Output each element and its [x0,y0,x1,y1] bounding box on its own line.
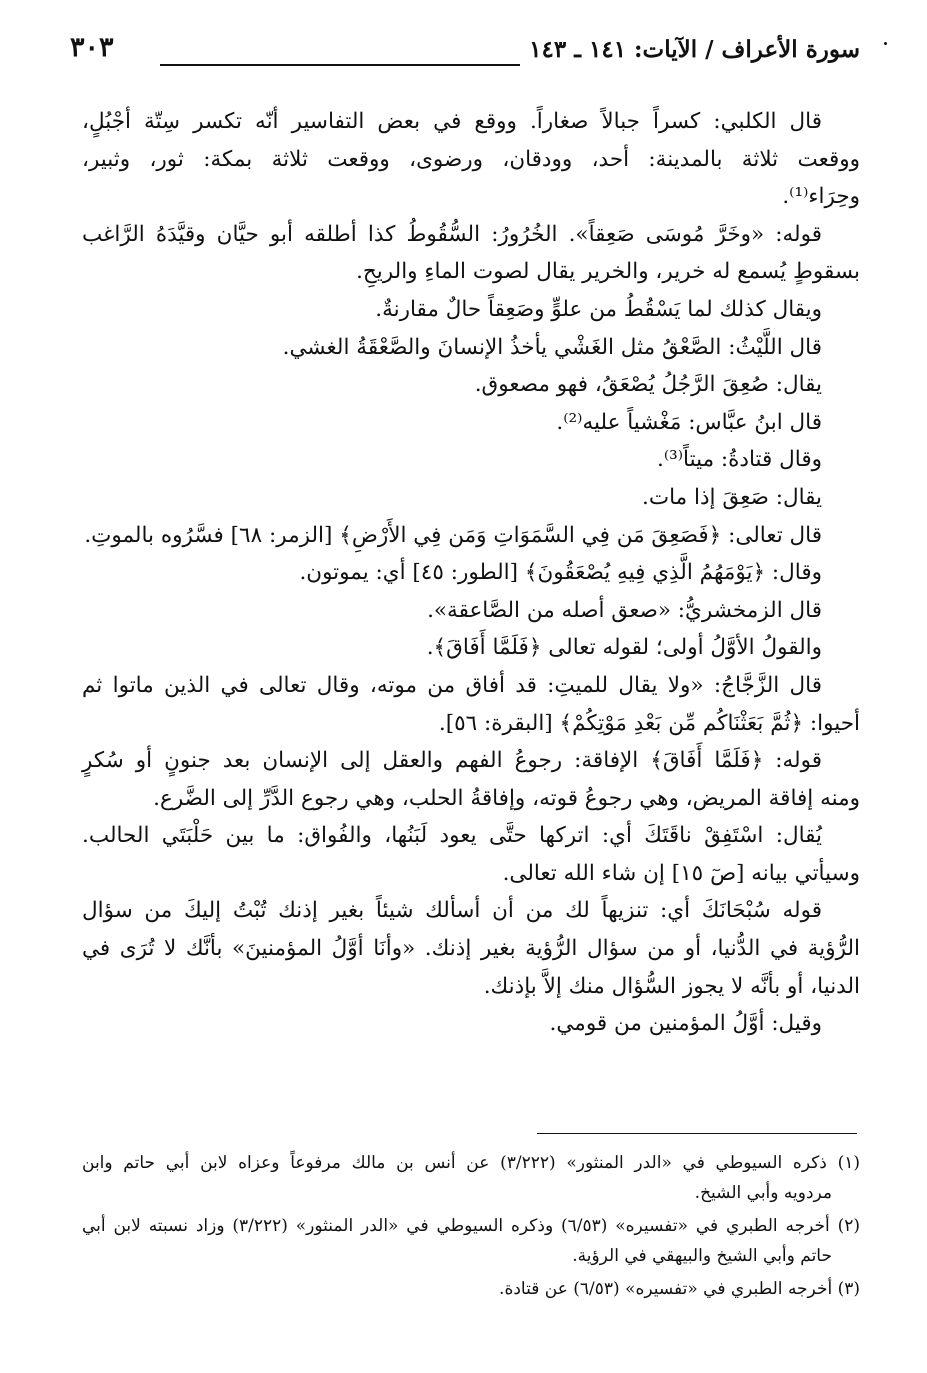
text-line: وقال: ﴿يَوْمَهُمُ الَّذِي فِيهِ يُصْعَقُونَ﴾ [الطور: ٤٥] أي: يموتون. [299,560,822,586]
text-line: يقال: صَعِقَ إذا مات. [642,484,822,510]
text-line: قوله سُبْحَانَكَ أي: تنزيهاً لك من أن أسألك شيئاً بغير إذنك تُبْتُ إليكَ من سؤال [82,898,822,924]
paragraph [82,629,860,667]
paragraph [82,291,860,329]
text-line: قال الزَّجَّاجُ: «ولا يقال للميتِ: قد أفاق من موته، وقال تعالى في الذين ماتوا ثم [82,672,822,698]
paragraph [82,892,860,1005]
text-line: قوله: «وخَرَّ مُوسَى صَعِقاً». الخُرُورُ: السُّقُوطُ كذا أطلقه أبو حيَّان وقيَّدَهُ الرَّاغب [82,221,822,247]
paragraph [82,103,860,216]
text-line: والقولُ الأوَّلُ أولى؛ لقوله تعالى ﴿فَلَمَّا أَفَاقَ﴾. [426,635,822,661]
paragraph [82,366,860,404]
footnote [82,1148,860,1208]
footnote-line: (٣) أخرجه الطبري في «تفسيره» (٦/٥٣) عن قتادة. [499,1279,860,1299]
footnote-line: (٢) أخرجه الطبري في «تفسيره» (٦/٥٣) وذكره السيوطي في «الدر المنثور» (٣/٢٢٢) وزاد نسبته لابن أبي [82,1216,860,1236]
footnote [82,1211,860,1271]
paragraph [82,742,860,817]
header-rule [160,64,520,66]
running-header [70,32,860,76]
page-number: ٣٠٣ [70,32,114,63]
paragraph [82,554,860,592]
text-line: الرُّؤية في الدُّنيا، أو من سؤال الرُّؤية بغير إذنك. «وأنَا أوَّلُ المؤمنينَ» بأنَّك لا تُرَى في [82,936,860,962]
text-line: قال الكلبي: كسراً جبالاً صغاراً. ووقع في بعض التفاسير أنّه تكسر سِتّة أجْبُلٍ، [82,109,822,134]
text-line: وقيل: أوَّلُ المؤمنين من قومي. [549,1011,822,1037]
footnote-line: (١) ذكره السيوطي في «الدر المنثور» (٣/٢٢٢) عن أنس بن مالك مرفوعاً وعزاه لابن أبي حاتم وابن [82,1153,860,1173]
footnote-line: مردويه وأبي الشيخ. [694,1183,832,1203]
footnotes [82,1148,860,1307]
text-line: قال ابنُ عبَّاس: مَغْشياً عليه⁽²⁾. [556,409,822,435]
paragraph [82,667,860,742]
paragraph [82,517,860,555]
text-line: أحيوا: ﴿ثُمَّ بَعَثْنَاكُم مِّن بَعْدِ مَوْتِكُمْ﴾ [البقرة: ٥٦]. [438,710,860,736]
text-line: ووقعت ثلاثة بالمدينة: أحد، وودقان، ورضوى، ووقعت ثلاثة بمكة: ثور، وثبير، [82,146,860,172]
text-line: ومنه إفاقة المريض، وهي رجوعُ قوته، وإفاقةُ الحلب، وهي رجوع الدَّرِّ إلى الضَّرع. [153,785,860,811]
header-title: سورة الأعراف / الآيات: ١٤١ ـ ١٤٣ [529,36,860,63]
paragraph [82,817,860,892]
text-line: وقال قتادةُ: ميتاً⁽³⁾. [657,447,822,473]
paragraph [82,1005,860,1043]
text-line: وسيأتي بيانه [صٓ ١٥] إن شاء الله تعالى. [502,860,860,886]
footnote-separator [537,1133,857,1134]
text-line: ويقال كذلك لما يَسْقُطُ من علوٍّ وصَعِقاً حالٌ مقارنةٌ. [375,296,822,322]
footnote [82,1274,860,1304]
paragraph [82,479,860,517]
scan-speck [884,42,887,45]
main-text [82,103,860,1043]
text-line: يقال: صُعِقَ الرَّجُلُ يُصْعَقُ، فهو مصعوق. [474,372,822,398]
text-line: الدنيا، أو بأنَّه لا يجوز السُّؤال منك إلاَّ بإذنك. [483,973,860,999]
footnote-line: حاتم وأبي الشيخ والبيهقي في الرؤية. [572,1246,832,1266]
text-line: قوله: ﴿فَلَمَّا أَفَاقَ﴾ الإفاقة: رجوعُ الفهم والعقل إلى الإنسان بعد جنونٍ أو سُكرٍ [82,748,822,774]
text-line: قال اللَّيْثُ: الصَّعْقُ مثل الغَشْي يأخذُ الإنسانَ والصَّعْقَةُ الغشي. [282,334,822,360]
text-line: وحِرَاء⁽¹⁾. [782,184,860,210]
text-line: قال تعالى: ﴿فَصَعِقَ مَن فِي السَّمَوَاتِ وَمَن فِي الأَرْضِ﴾ [الزمر: ٦٨] فسَّرُوه بالموتِ. [84,522,822,548]
text-line: يُقال: اسْتَفِقْ ناقَتَكَ أي: اتركها حتَّى يعود لَبَنُها، والفُواق: ما بين حَلْبَتَي الحالب. [82,823,822,849]
paragraph [82,216,860,291]
paragraph [82,329,860,367]
paragraph [82,441,860,479]
text-line: بسقوطٍ يُسمع له خرير، والخرير يقال لصوت الماءِ والريحِ. [356,259,860,285]
paragraph [82,592,860,630]
text-line: قال الزمخشريُّ: «صعق أصله من الصَّاعقة». [427,597,822,623]
paragraph [82,404,860,442]
